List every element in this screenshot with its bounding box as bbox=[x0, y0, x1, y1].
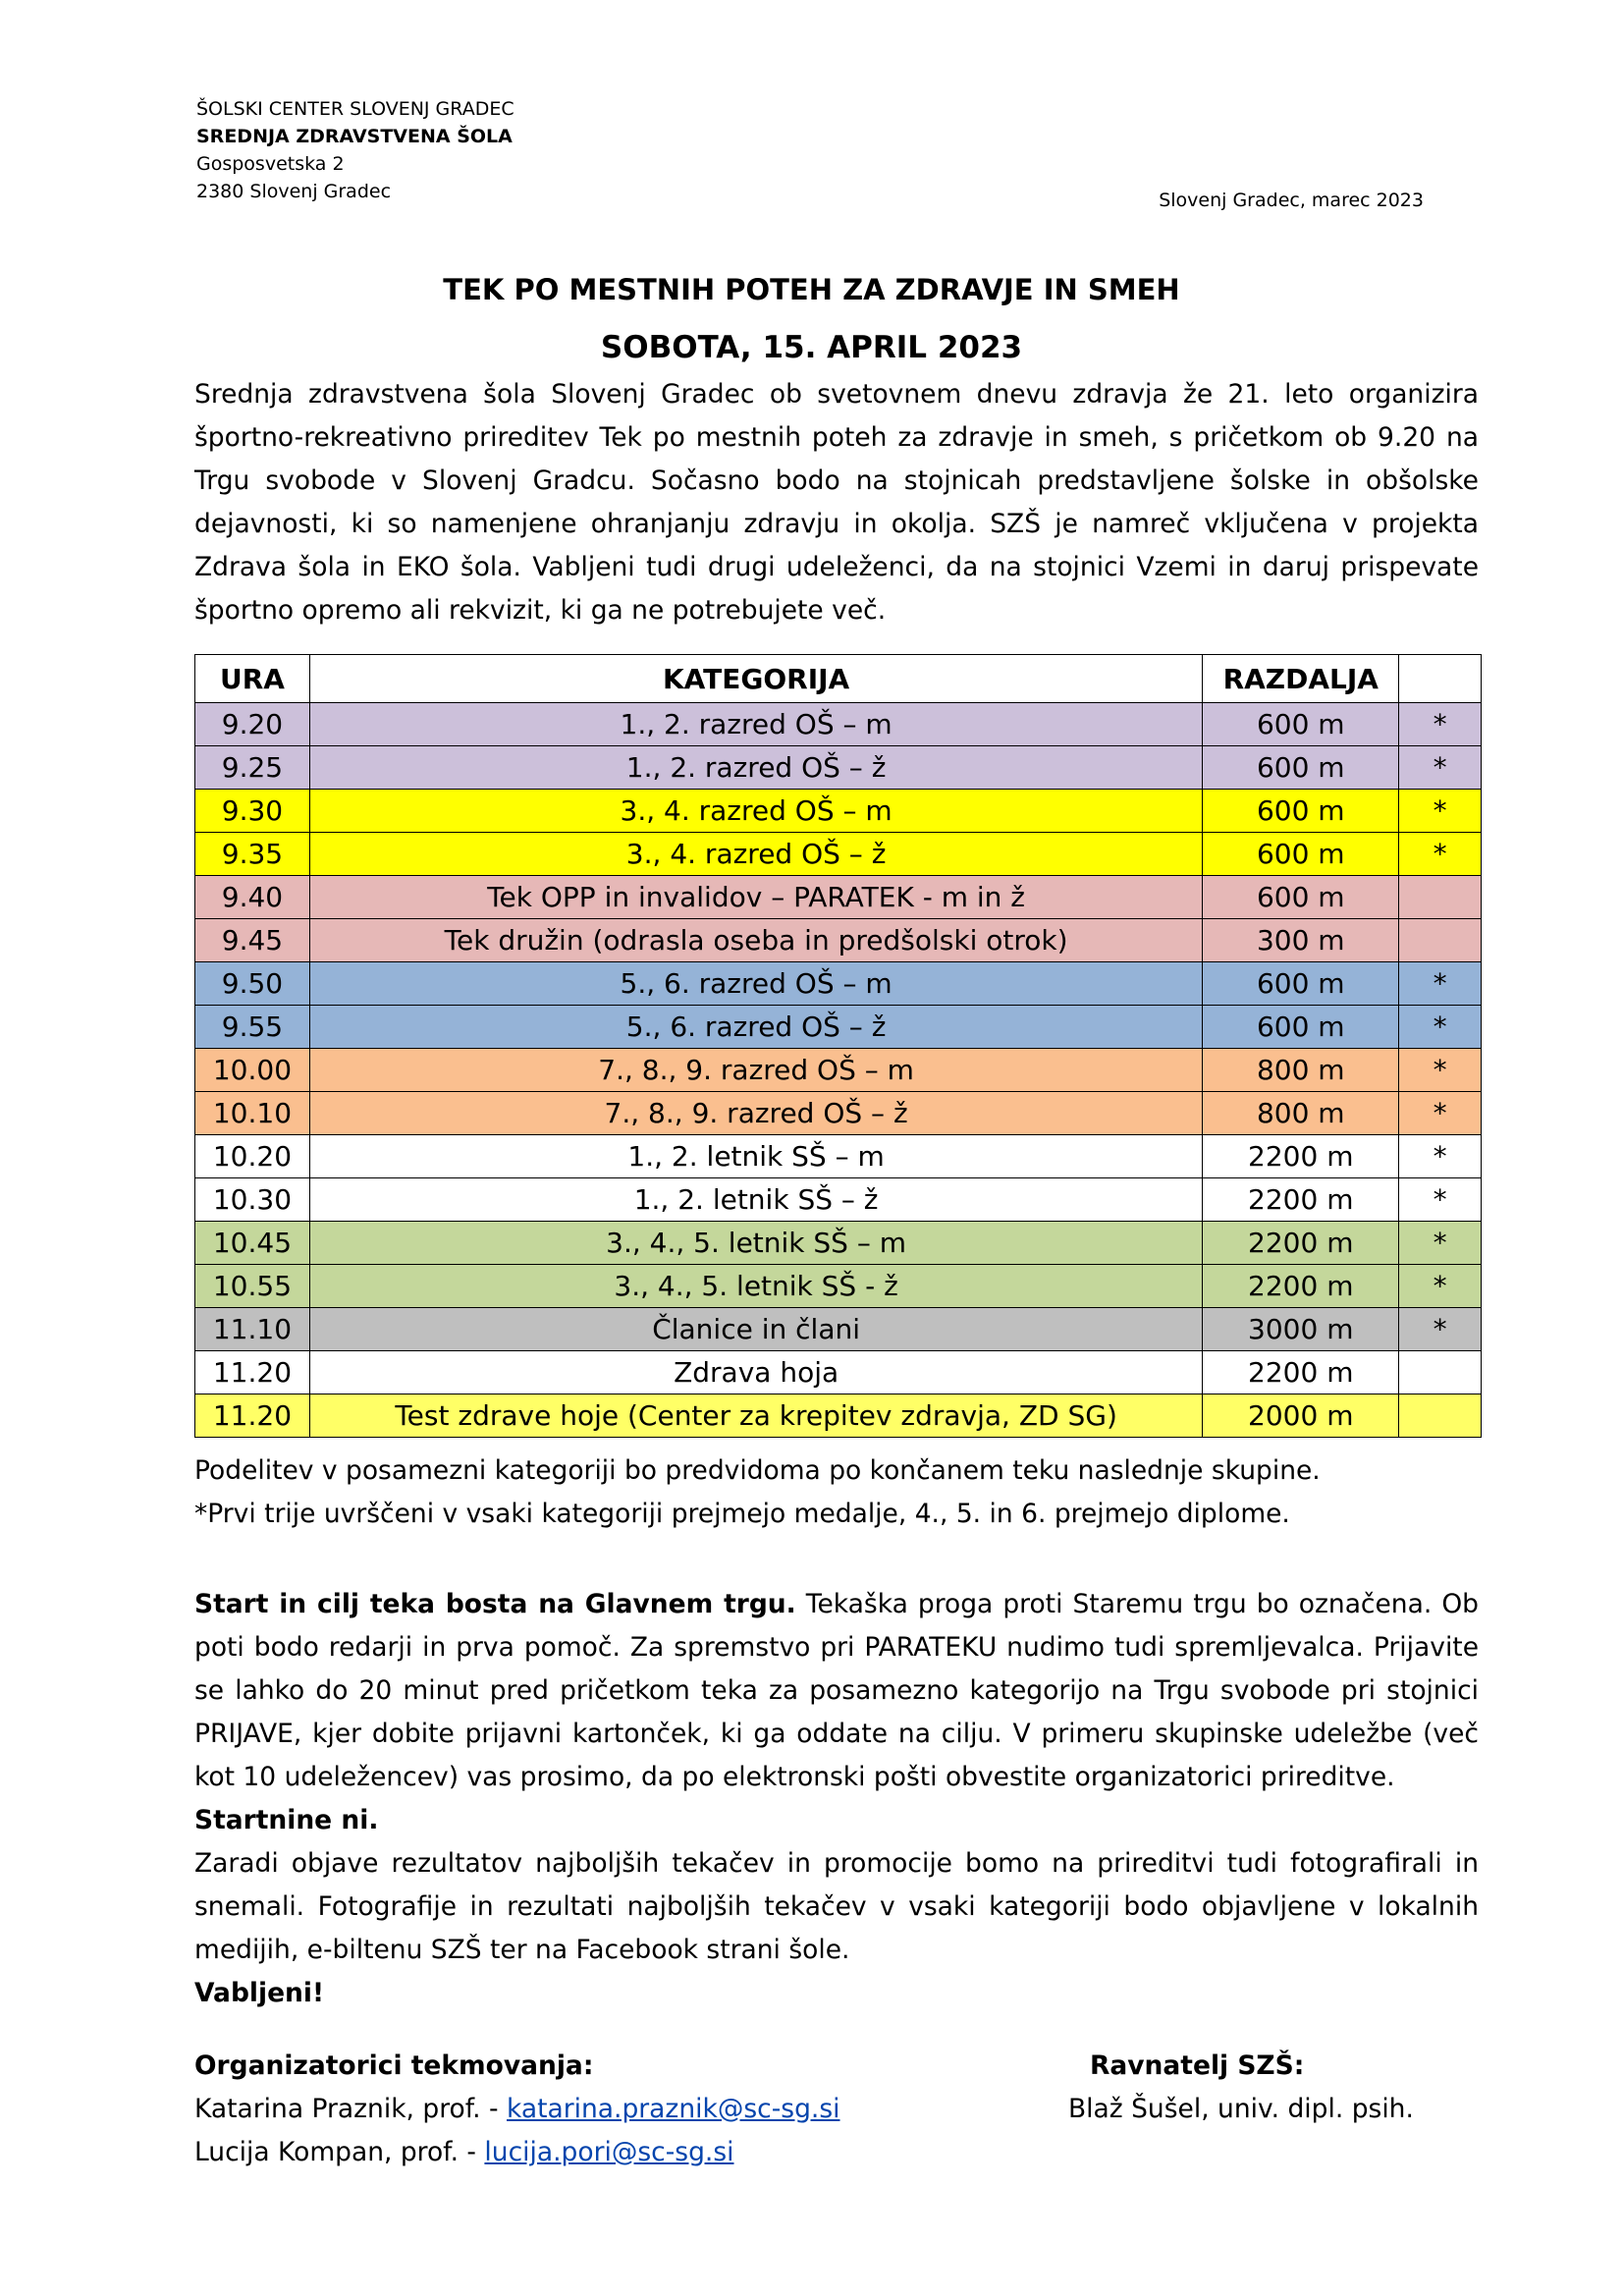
medal-mark-cell: * bbox=[1399, 1308, 1482, 1351]
photo-note: Zaradi objave rezultatov najboljših tekačev in promocije bomo na prireditvi tudi fotografirali in snemali. Fotografije in rezultati najboljših tekačev v vsaki kategoriji bodo objavljene v lokalnih medijih, e-biltenu SZŠ ter na Facebook strani šole. bbox=[194, 1848, 1479, 1965]
medal-mark-cell: * bbox=[1399, 1049, 1482, 1092]
notes-block bbox=[194, 1449, 1479, 1536]
medal-mark-cell: * bbox=[1399, 1265, 1482, 1308]
organizer-1-email-link[interactable]: katarina.praznik@sc-sg.si bbox=[507, 2094, 840, 2124]
category-cell: Tek družin (odrasla oseba in predšolski otrok) bbox=[309, 919, 1202, 962]
header-date: Slovenj Gradec, marec 2023 bbox=[1159, 190, 1424, 211]
distance-cell: 2200 m bbox=[1203, 1222, 1399, 1265]
registration-info: Tekaška proga proti Staremu trgu bo označena. Ob poti bodo redarji in prva pomoč. Za spremstvo pri PARATEKU nudimo tudi spremljevalca. Prijavite se lahko do 20 minut pred pričetkom teka za posamezno kategorijo na Trgu svobode pri stojnici PRIJAVE, kjer dobite prijavni kartonček, ki ga oddate na cilju. V primeru skupinske udeležbe (več kot 10 udeležencev) vas prosimo, da po elektronski pošti obvestite organizatorici prireditve. bbox=[194, 1589, 1479, 1792]
category-cell: Članice in člani bbox=[309, 1308, 1202, 1351]
table-row bbox=[195, 1308, 1482, 1351]
medal-mark-cell: * bbox=[1399, 962, 1482, 1006]
organizer-2 bbox=[194, 2131, 840, 2174]
medal-mark-cell bbox=[1399, 1394, 1482, 1438]
time-cell: 11.20 bbox=[195, 1351, 310, 1394]
header-block bbox=[196, 95, 514, 205]
medal-mark-cell: * bbox=[1399, 746, 1482, 790]
time-cell: 10.55 bbox=[195, 1265, 310, 1308]
category-cell: Tek OPP in invalidov – PARATEK - m in ž bbox=[309, 876, 1202, 919]
table-row bbox=[195, 919, 1482, 962]
organizer-2-email-link[interactable]: lucija.pori@sc-sg.si bbox=[484, 2137, 734, 2167]
time-cell: 9.35 bbox=[195, 833, 310, 876]
table-header-row bbox=[195, 655, 1482, 703]
category-cell: 7., 8., 9. razred OŠ – m bbox=[309, 1049, 1202, 1092]
schedule-table bbox=[194, 654, 1482, 1438]
category-cell: 5., 6. razred OŠ – m bbox=[309, 962, 1202, 1006]
table-row bbox=[195, 1135, 1482, 1178]
category-cell: Test zdrave hoje (Center za krepitev zdravja, ZD SG) bbox=[309, 1394, 1202, 1438]
distance-cell: 800 m bbox=[1203, 1092, 1399, 1135]
distance-cell: 600 m bbox=[1203, 962, 1399, 1006]
principal-name: Blaž Šušel, univ. dipl. psih. bbox=[1068, 2094, 1414, 2124]
distance-cell: 2200 m bbox=[1203, 1351, 1399, 1394]
intro-paragraph: Srednja zdravstvena šola Slovenj Gradec ob svetovnem dnevu zdravja že 21. leto organizira športno-rekreativno prireditev Tek po mestnih poteh za zdravje in smeh, s pričetkom ob 9.20 na Trgu svobode v Slovenj Gradcu. Sočasno bodo na stojnicah predstavljene šolske in obšolske dejavnosti, ki so namenjene ohranjanju zdravju in okolja. SZŠ je namreč vključena v projekta Zdrava šola in EKO šola. Vabljeni tudi drugi udeleženci, da na stojnici Vzemi in daruj prispevate športno opremo ali rekvizit, ki ga ne potrebujete več. bbox=[194, 379, 1479, 626]
principal-signature bbox=[1068, 2045, 1414, 2131]
distance-cell: 2200 m bbox=[1203, 1178, 1399, 1222]
time-cell: 11.20 bbox=[195, 1394, 310, 1438]
distance-cell: 600 m bbox=[1203, 876, 1399, 919]
time-cell: 10.45 bbox=[195, 1222, 310, 1265]
distance-cell: 2200 m bbox=[1203, 1265, 1399, 1308]
no-fee-note: Startnine ni. bbox=[194, 1805, 379, 1835]
organizer-1-name: Katarina Praznik, prof. - bbox=[194, 2094, 507, 2124]
distance-cell: 600 m bbox=[1203, 833, 1399, 876]
organizers-signature bbox=[194, 2045, 840, 2174]
medal-mark-cell: * bbox=[1399, 703, 1482, 746]
column-header-category: KATEGORIJA bbox=[309, 655, 1202, 703]
distance-cell: 2200 m bbox=[1203, 1135, 1399, 1178]
distance-cell: 800 m bbox=[1203, 1049, 1399, 1092]
document-subtitle: SOBOTA, 15. APRIL 2023 bbox=[600, 330, 1023, 365]
category-cell: 1., 2. letnik SŠ – m bbox=[309, 1135, 1202, 1178]
table-row bbox=[195, 746, 1482, 790]
category-cell: Zdrava hoja bbox=[309, 1351, 1202, 1394]
time-cell: 10.10 bbox=[195, 1092, 310, 1135]
medal-mark-cell: * bbox=[1399, 1178, 1482, 1222]
medal-mark-cell bbox=[1399, 1351, 1482, 1394]
medal-mark-cell bbox=[1399, 919, 1482, 962]
distance-cell: 3000 m bbox=[1203, 1308, 1399, 1351]
column-header-distance: RAZDALJA bbox=[1203, 655, 1399, 703]
category-cell: 1., 2. letnik SŠ – ž bbox=[309, 1178, 1202, 1222]
column-header-time: URA bbox=[195, 655, 310, 703]
table-row bbox=[195, 876, 1482, 919]
distance-cell: 600 m bbox=[1203, 703, 1399, 746]
organizer-2-name: Lucija Kompan, prof. - bbox=[194, 2137, 485, 2167]
table-row bbox=[195, 703, 1482, 746]
awards-note: Podelitev v posamezni kategoriji bo predvidoma po končanem teku naslednje skupine. bbox=[194, 1455, 1321, 1486]
time-cell: 9.45 bbox=[195, 919, 310, 962]
time-cell: 10.30 bbox=[195, 1178, 310, 1222]
table-row bbox=[195, 1351, 1482, 1394]
medal-mark-cell: * bbox=[1399, 1135, 1482, 1178]
medal-mark-cell: * bbox=[1399, 1092, 1482, 1135]
time-cell: 9.50 bbox=[195, 962, 310, 1006]
table-row bbox=[195, 790, 1482, 833]
welcome-text: Vabljeni! bbox=[194, 1978, 325, 2008]
header-street: Gosposvetska 2 bbox=[196, 153, 345, 175]
category-cell: 1., 2. razred OŠ – ž bbox=[309, 746, 1202, 790]
start-info bbox=[194, 1589, 1479, 1792]
category-cell: 1., 2. razred OŠ – m bbox=[309, 703, 1202, 746]
medal-mark-cell bbox=[1399, 876, 1482, 919]
header-school-name: SREDNJA ZDRAVSTVENA ŠOLA bbox=[196, 126, 513, 147]
table-row bbox=[195, 1049, 1482, 1092]
category-cell: 7., 8., 9. razred OŠ – ž bbox=[309, 1092, 1202, 1135]
table-row bbox=[195, 1265, 1482, 1308]
document-title: TEK PO MESTNIH POTEH ZA ZDRAVJE IN SMEH bbox=[443, 273, 1180, 306]
time-cell: 9.30 bbox=[195, 790, 310, 833]
table-row bbox=[195, 962, 1482, 1006]
header-school-center: ŠOLSKI CENTER SLOVENJ GRADEC bbox=[196, 98, 514, 120]
distance-cell: 600 m bbox=[1203, 746, 1399, 790]
category-cell: 3., 4., 5. letnik SŠ – m bbox=[309, 1222, 1202, 1265]
time-cell: 9.25 bbox=[195, 746, 310, 790]
medal-mark-cell: * bbox=[1399, 833, 1482, 876]
info-block bbox=[194, 1583, 1479, 2015]
header-city: 2380 Slovenj Gradec bbox=[196, 181, 392, 202]
medal-mark-cell: * bbox=[1399, 1006, 1482, 1049]
distance-cell: 300 m bbox=[1203, 919, 1399, 962]
table-row bbox=[195, 1394, 1482, 1438]
start-location: Start in cilj teka bosta na Glavnem trgu. bbox=[194, 1589, 796, 1619]
time-cell: 9.20 bbox=[195, 703, 310, 746]
column-header-mark bbox=[1399, 655, 1482, 703]
time-cell: 11.10 bbox=[195, 1308, 310, 1351]
distance-cell: 2000 m bbox=[1203, 1394, 1399, 1438]
table-row bbox=[195, 1006, 1482, 1049]
medals-note: *Prvi trije uvrščeni v vsaki kategoriji prejmejo medalje, 4., 5. in 6. prejmejo diplome. bbox=[194, 1499, 1290, 1529]
category-cell: 3., 4. razred OŠ – m bbox=[309, 790, 1202, 833]
principal-title: Ravnatelj SZŠ: bbox=[1090, 2050, 1305, 2081]
time-cell: 10.00 bbox=[195, 1049, 310, 1092]
medal-mark-cell: * bbox=[1399, 790, 1482, 833]
category-cell: 3., 4. razred OŠ – ž bbox=[309, 833, 1202, 876]
time-cell: 10.20 bbox=[195, 1135, 310, 1178]
category-cell: 3., 4., 5. letnik SŠ - ž bbox=[309, 1265, 1202, 1308]
distance-cell: 600 m bbox=[1203, 1006, 1399, 1049]
table-row bbox=[195, 1092, 1482, 1135]
time-cell: 9.55 bbox=[195, 1006, 310, 1049]
organizers-title: Organizatorici tekmovanja: bbox=[194, 2050, 594, 2081]
distance-cell: 600 m bbox=[1203, 790, 1399, 833]
category-cell: 5., 6. razred OŠ – ž bbox=[309, 1006, 1202, 1049]
table-row bbox=[195, 1178, 1482, 1222]
table-row bbox=[195, 1222, 1482, 1265]
table-row bbox=[195, 833, 1482, 876]
organizer-1 bbox=[194, 2088, 840, 2131]
medal-mark-cell: * bbox=[1399, 1222, 1482, 1265]
time-cell: 9.40 bbox=[195, 876, 310, 919]
